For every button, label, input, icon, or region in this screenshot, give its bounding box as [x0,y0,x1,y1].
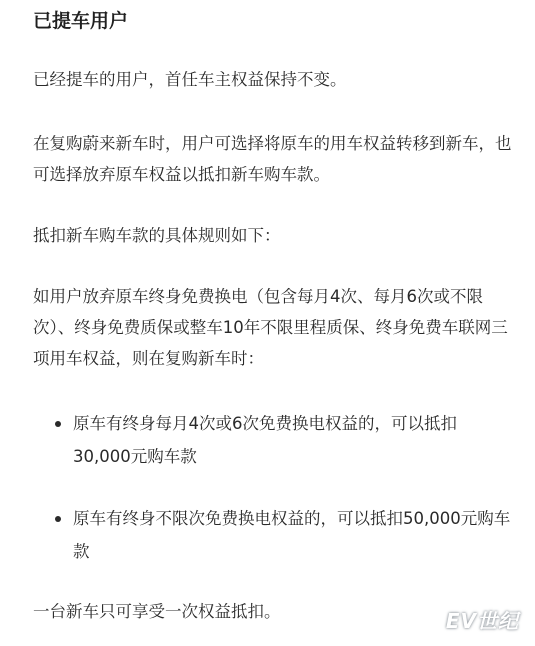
bullet-item-4-6-swaps [73,407,513,473]
watermark-logo: EV世纪 [445,609,519,633]
bullet-dot-icon [55,516,61,522]
bullet-item-unlimited-swaps [73,502,513,568]
bullet-text: 原车有终身不限次免费换电权益的，可以抵扣50,000元购车款 [73,509,511,561]
paragraph-conditions: 如用户放弃原车终身免费换电（包含每月4次、每月6次或不限次）、终身免费质保或整车10年不限里程质保、终身免费车联网三项用车权益，则在复购新车时： [33,287,508,368]
paragraph-repurchase-options: 在复购蔚来新车时，用户可选择将原车的用车权益转移到新车，也可选择放弃原车权益以抵扣新车购车款。 [33,134,512,184]
paragraph-existing-owners: 已经提车的用户，首任车主权益保持不变。 [33,70,347,89]
bullet-dot-icon [55,421,61,427]
section-title: 已提车用户 [33,10,129,32]
bullet-text: 原车有终身每月4次或6次免费换电权益的，可以抵扣30,000元购车款 [73,414,457,466]
paragraph-closing-note: 一台新车只可享受一次权益抵扣。 [33,602,281,621]
paragraph-rules-intro: 抵扣新车购车款的具体规则如下： [33,226,281,245]
